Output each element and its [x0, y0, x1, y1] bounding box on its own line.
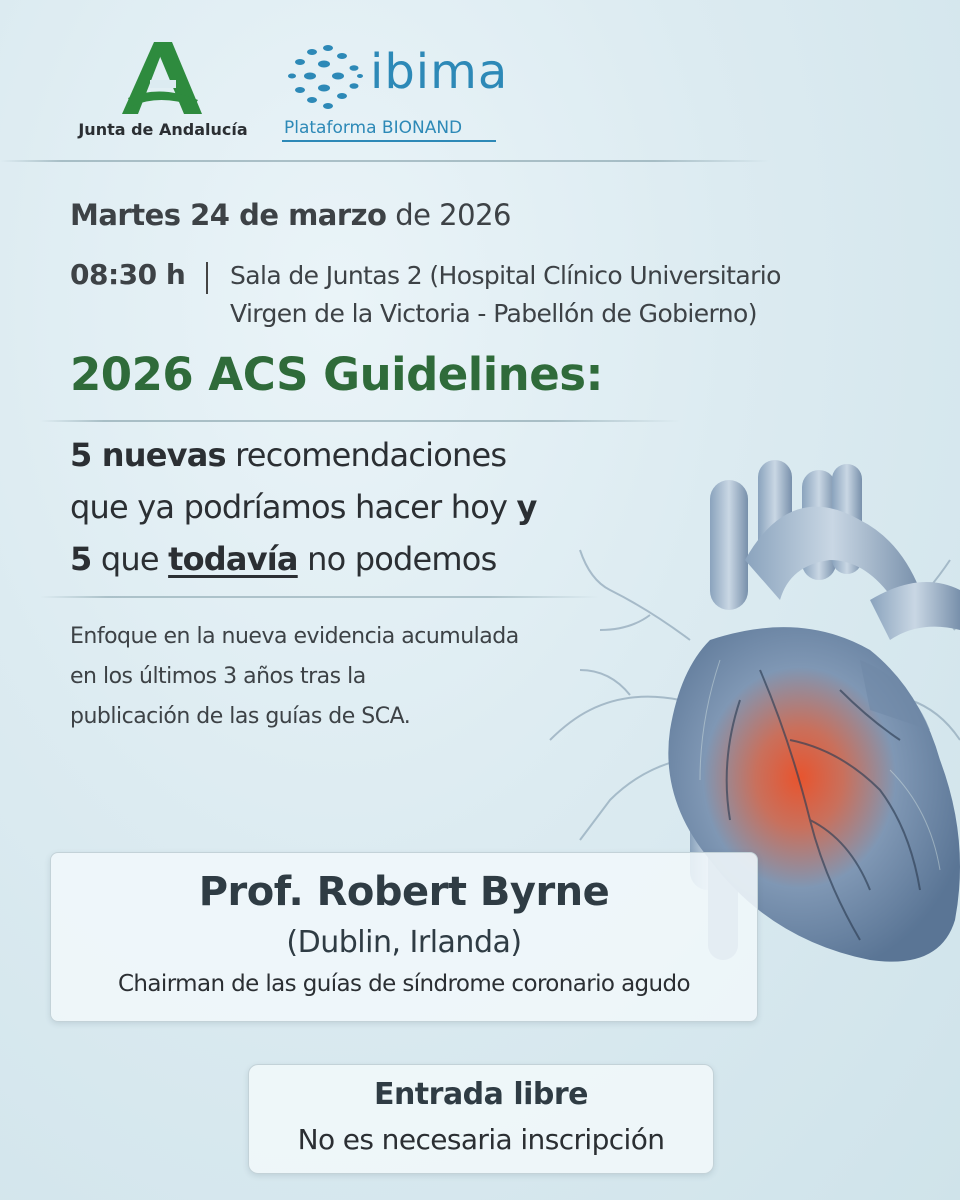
entry-card: [248, 1064, 714, 1174]
entry-note: No es necesaria inscripción: [297, 1123, 665, 1156]
junta-andalucia-logo: [68, 36, 258, 146]
ibima-subtitle: Plataforma BIONAND: [284, 118, 463, 138]
subtitle-line-3: [70, 540, 496, 578]
subtitle-five: 5: [70, 540, 92, 578]
event-date-day: Martes 24 de marzo: [70, 198, 387, 232]
event-date: [70, 198, 511, 232]
speaker-card: [50, 852, 758, 1022]
subtitle-divider: [40, 596, 600, 598]
ibima-underline: [282, 140, 496, 142]
description-line-1: Enfoque en la nueva evidencia acumulada: [70, 624, 519, 649]
entry-title: Entrada libre: [373, 1077, 589, 1112]
event-venue-line-2: Virgen de la Victoria - Pabellón de Gobierno): [230, 299, 757, 328]
speaker-location: (Dublin, Irlanda): [286, 925, 522, 960]
subtitle-line-2: [70, 488, 537, 526]
description-line-2: en los últimos 3 años tras la: [70, 664, 366, 689]
subtitle-cannot: no podemos: [297, 540, 497, 578]
subtitle-and: y: [516, 488, 537, 526]
time-separator: [206, 262, 208, 294]
speaker-role: Chairman de las guías de síndrome coronario agudo: [117, 971, 691, 997]
subtitle-recommendations: recomendaciones: [225, 436, 507, 474]
subtitle-still: todavía: [168, 540, 298, 578]
title-divider: [40, 420, 680, 422]
subtitle-line-1: [70, 436, 506, 474]
ibima-wordmark: ibima: [370, 44, 509, 100]
speaker-name: Prof. Robert Byrne: [198, 869, 610, 915]
ibima-logo: [282, 34, 512, 146]
ibima-dots-logo-icon: [282, 40, 366, 114]
junta-andalucia-logo-icon: [120, 40, 206, 116]
subtitle-today-text: que ya podríamos hacer hoy: [70, 488, 517, 526]
subtitle-that: que: [91, 540, 169, 578]
subtitle-five-new: 5 nuevas: [70, 436, 226, 474]
event-date-year: de 2026: [386, 198, 511, 232]
talk-title: 2026 ACS Guidelines:: [70, 348, 603, 401]
header-divider: [0, 160, 770, 162]
event-venue-line-1: Sala de Juntas 2 (Hospital Clínico Universitario: [230, 261, 781, 290]
event-time: 08:30 h: [70, 258, 186, 291]
description-line-3: publicación de las guías de SCA.: [70, 704, 411, 729]
junta-andalucia-name: Junta de Andalucía: [78, 120, 248, 139]
